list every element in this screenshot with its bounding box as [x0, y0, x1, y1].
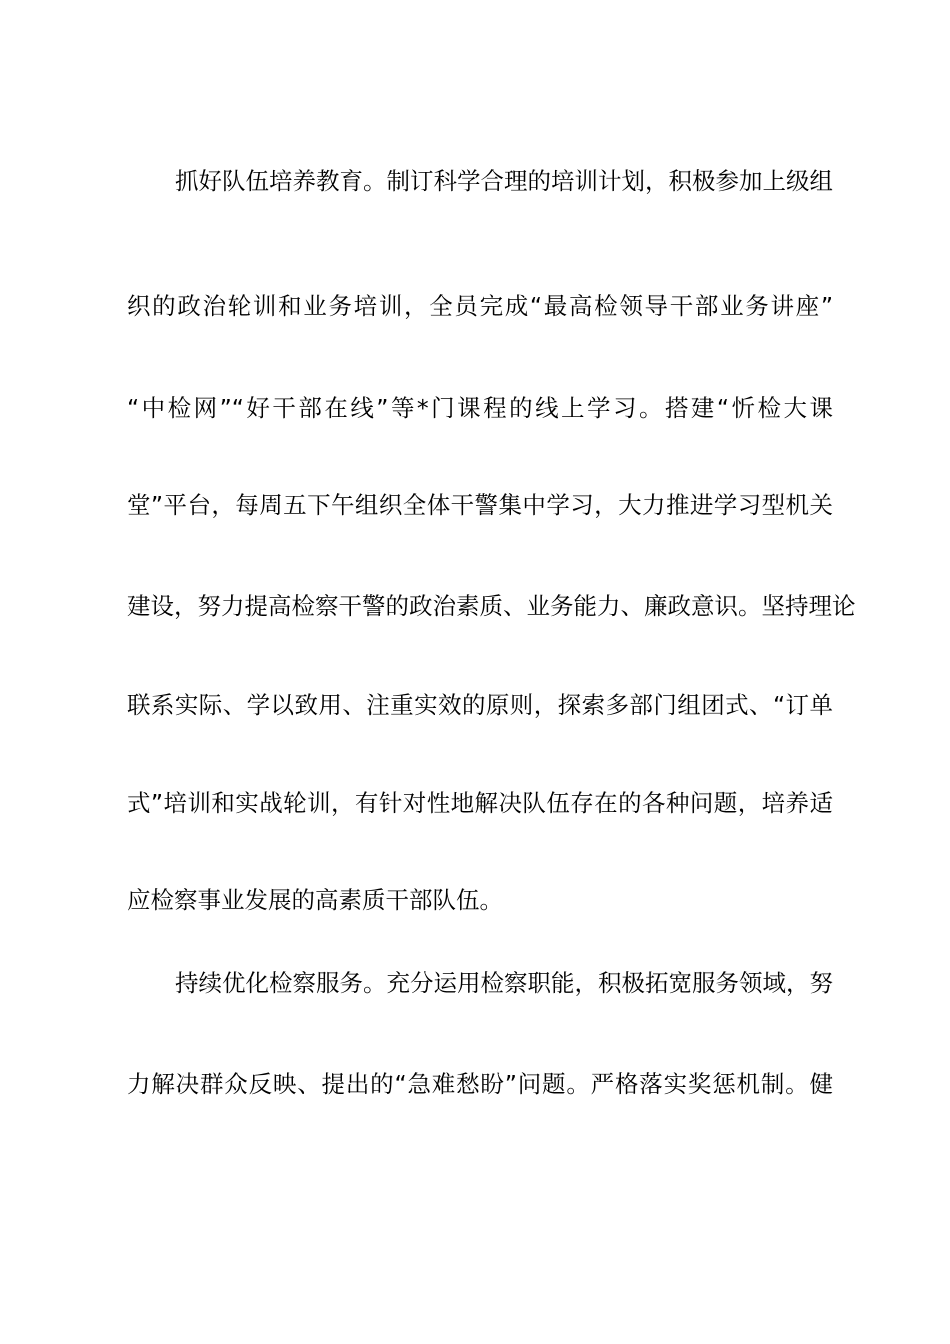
text-line: 持续优化检察服务。充分运用检察职能，积极拓宽服务领域，努 [175, 969, 833, 997]
text-line: 力解决群众反映、提出的“急难愁盼”问题。严格落实奖惩机制。健 [127, 1070, 833, 1098]
text-line: 联系实际、学以致用、注重实效的原则，探索多部门组团式、“订单 [127, 691, 833, 719]
text-line: 式”培训和实战轮训，有针对性地解决队伍存在的各种问题，培养适 [127, 789, 833, 817]
text-line: 抓好队伍培养教育。制订科学合理的培训计划，积极参加上级组 [175, 167, 833, 195]
text-line: 堂”平台，每周五下午组织全体干警集中学习，大力推进学习型机关 [127, 491, 833, 519]
text-line: 织的政治轮训和业务培训，全员完成“最高检领导干部业务讲座” [127, 292, 833, 320]
text-line: “中检网”“好干部在线”等*门课程的线上学习。搭建“忻检大课 [127, 394, 833, 422]
text-line: 应检察事业发展的高素质干部队伍。 [127, 886, 503, 914]
text-line: 建设，努力提高检察干警的政治素质、业务能力、廉政意识。坚持理论 [127, 592, 856, 620]
